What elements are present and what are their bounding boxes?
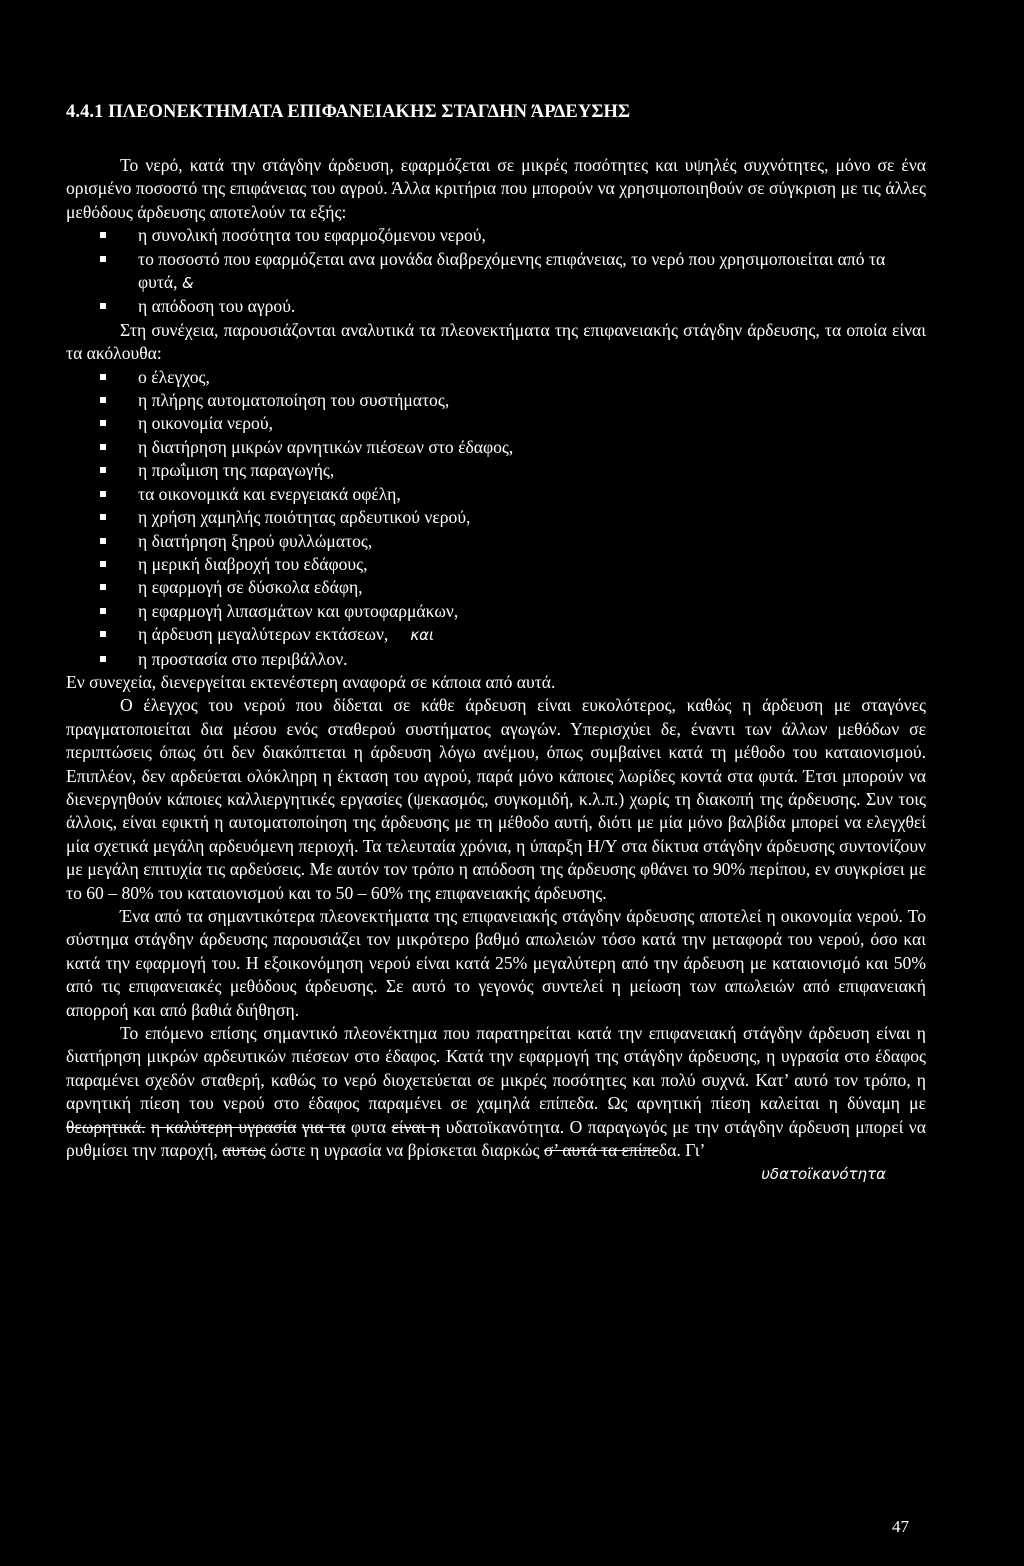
list-item: η χρήση χαμηλής ποιότητας αρδευτικού νερού, xyxy=(66,506,926,529)
bullet-icon xyxy=(100,303,106,309)
handwritten-mark: & xyxy=(181,274,194,293)
bullet-icon xyxy=(100,561,106,567)
list-item: η οικονομία νερού, xyxy=(66,412,926,435)
bullet-icon xyxy=(100,538,106,544)
page-number: 47 xyxy=(892,1517,909,1536)
bullet-icon xyxy=(100,656,106,662)
bullet-icon xyxy=(100,374,106,380)
list-item: η απόδοση του αγρού. xyxy=(66,295,926,318)
list-item: τα οικονομικά και ενεργειακά οφέλη, xyxy=(66,483,926,506)
continuation-paragraph: Στη συνέχεια, παρουσιάζονται αναλυτικά τα πλεονεκτήματα της επιφανειακής στάγδην άρδευσης, τα οποία είναι τα ακόλουθα: xyxy=(66,319,926,364)
bullet-icon xyxy=(100,491,106,497)
bullet-icon xyxy=(100,256,106,262)
struck-text: σ’ αυτά τα επίπε xyxy=(543,1140,659,1161)
bullet-icon xyxy=(100,444,106,450)
bullet-icon xyxy=(100,608,106,614)
struck-text: η καλύτερη υγρασία xyxy=(151,1116,297,1137)
list-item: η πρωΐμιση της παραγωγής, xyxy=(66,459,926,482)
list-item: η εφαρμογή σε δύσκολα εδάφη, xyxy=(66,576,926,599)
section-heading: 4.4.1 ΠΛΕΟΝΕΚΤΗΜΑΤΑ ΕΠΙΦΑΝΕΙΑΚΗΣ ΣΤΑΓΔΗΝ ΆΡΔΕΥΣΗΣ xyxy=(66,102,631,122)
bullet-icon xyxy=(100,420,106,426)
list-item: η διατήρηση ξηρού φυλλώματος, xyxy=(66,530,926,553)
list-item: η διατήρηση μικρών αρνητικών πιέσεων στο έδαφος, xyxy=(66,436,926,459)
paragraph-control: Ο έλεγχος του νερού που δίδεται σε κάθε άρδευση είναι ευκολότερος, καθώς η άρδευση με σταγόνες πραγματοποιείται δια μέσου ενός σταθερού συστήματος αγωγών. Υπερισχύει δε, έναντι των άλλων μεθόδων σε περιπτώσεις όπως ότι δεν διακόπτεται η άρδευση λόγω ανέμου, όπως συμβαίνει κατά τη μέθοδο του καταιονισμού. Επιπλέον, δεν αρδεύεται ολόκληρη η έκταση του αγρού, παρά μόνο κάποιες λωρίδες κοντά στα φυτά. Έτσι μπορούν να διενεργηθούν κάποιες καλλιεργητικές εργασίες (ψεκασμός, συγκομιδή, κ.λ.π.) χωρίς τη διακοπή της άρδευσης. Συν τοις άλλοις, είναι εφικτή η αυτοματοποίηση της άρδευσης με τη μέθοδο αυτή, διότι με μία μόνο βαλβίδα μπορεί να ελεγχθεί μία σχετικά μεγάλη αρδευόμενη περιοχή. Τα τελευταία χρόνια, η ύπαρξη Η/Υ στα δίκτυα στάγδην άρδευσης συντονίζουν με μεγάλη επιτυχία τις αρδεύσεις. Με αυτόν τον τρόπο η απόδοση της άρδευσης φθάνει το 90% περίπου, εν συγκρίσει με το 60 – 80% του καταιονισμού και το 50 – 60% της επιφανειακής άρδευσης. xyxy=(66,695,926,903)
bullet-icon xyxy=(100,514,106,520)
struck-text: είναι η xyxy=(391,1116,441,1137)
struck-text: για τα xyxy=(301,1116,346,1137)
struck-text: θεωρητικά. xyxy=(66,1116,146,1137)
bullet-icon xyxy=(100,397,106,403)
list-item: η εφαρμογή λιπασμάτων και φυτοφαρμάκων, xyxy=(66,600,926,623)
criteria-list xyxy=(66,224,926,319)
list-item: η συνολική ποσότητα του εφαρμοζόμενου νερού, xyxy=(66,224,926,247)
bullet-icon xyxy=(100,631,106,637)
bullet-icon xyxy=(100,584,106,590)
paragraph-water-saving: Ένα από τα σημαντικότερα πλεονεκτήματα της επιφανειακής στάγδην άρδευσης αποτελεί η οικονομία νερού. Το σύστημα στάγδην άρδευσης παρουσιάζει τον μικρότερο βαθμό απωλειών τόσο κατά την μεταφορά του νερού, όσο και κατά την εφαρμογή του. Η εξοικονόμηση νερού είναι κατά 25% μεγαλύτερη από την άρδευση με καταιονισμό και 50% από τις επιφανειακές μεθόδους άρδευσης. Σε αυτό το γεγονός συντελεί η μείωση των απωλειών από επιφανειακή απορροή και από βαθιά διήθηση. xyxy=(66,906,926,1020)
struck-text: αυτως xyxy=(222,1140,266,1161)
list-item: το ποσοστό που εφαρμόζεται ανα μονάδα διαβρεχόμενης επιφάνειας, το νερό που χρησιμοποιείται από τα φυτά, & xyxy=(66,248,926,296)
list-item: η προστασία στο περιβάλλον. xyxy=(66,648,926,671)
intro-paragraph: Το νερό, κατά την στάγδην άρδευση, εφαρμόζεται σε μικρές ποσότητες και υψηλές συχνότητες, μόνο σε ένα ορισμένο ποσοστό της επιφάνειας του αγρού. Άλλα κριτήρια που μπορούν να χρησιμοποιηθούν σε σύγκριση με τις άλλες μεθόδους άρδευσης αποτελούν τα εξής: xyxy=(66,155,926,222)
bullet-icon xyxy=(100,232,106,238)
list-item: η μερική διαβροχή του εδάφους, xyxy=(66,553,926,576)
advantages-list xyxy=(66,366,926,671)
paragraph-pressure: Το επόμενο επίσης σημαντικό πλεονέκτημα που παρατηρείται κατά την επιφανειακή στάγδην άρδευση είναι η διατήρηση μικρών αρδευτικών πιέσεων στο έδαφος. Κατά την εφαρμογή της στάγδην άρδευσης, η υγρασία στο έδαφος παραμένει σχεδόν σταθερή, καθώς το νερό διοχετεύεται σε μικρές ποσότητες και πολύ συχνά. Κατ’ αυτό τον τρόπο, η αρνητική πίεση του νερού στο έδαφος παραμένει σε χαμηλά επίπεδα. Ως αρνητική πίεση καλείται η δύναμη με θεωρητικά. η καλύτερη υγρασία για τα φυτα είναι η υδατοϊκανότητα. Ο παραγωγός με την στάγδην άρδευση μπορεί να ρυθμίσει την παροχή, αυτως ώστε η υγρασία να βρίσκεται διαρκώς σ’ αυτά τα επίπεδα. Γι’ xyxy=(66,1023,926,1161)
list-item: η άρδευση μεγαλύτερων εκτάσεων, και xyxy=(66,623,926,647)
body-text xyxy=(66,154,926,1187)
handwritten-note: υδατοϊκανότητα xyxy=(761,1165,886,1184)
handwritten-mark: και xyxy=(410,626,435,645)
followup-sentence: Εν συνεχεία, διενεργείται εκτενέστερη αναφορά σε κάποια από αυτά. xyxy=(66,671,556,692)
list-item: ο έλεγχος, xyxy=(66,366,926,389)
list-item: η πλήρης αυτοματοποίηση του συστήματος, xyxy=(66,389,926,412)
bullet-icon xyxy=(100,467,106,473)
